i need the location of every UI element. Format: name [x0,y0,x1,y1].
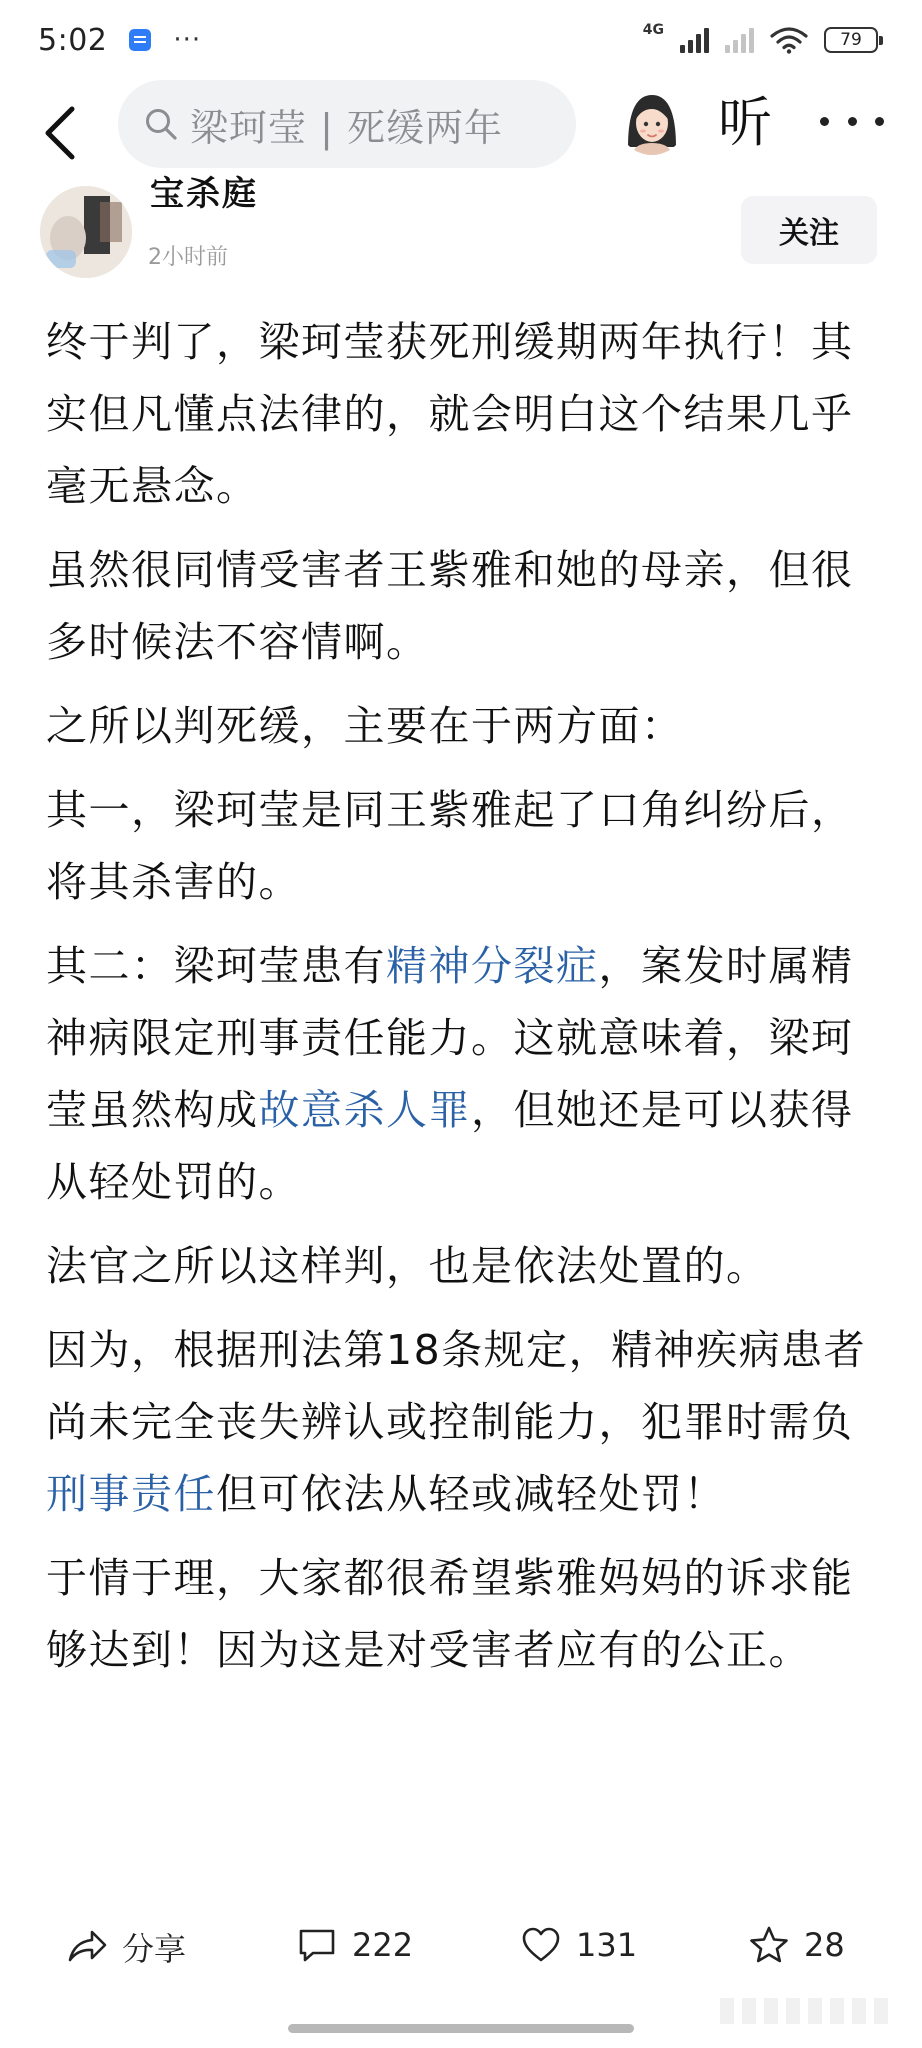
follow-button[interactable]: 关注 [741,196,877,264]
article-paragraph [46,534,876,678]
paragraph-text: 终于判了，梁珂莹获死刑缓期两年执行！其实但凡懂点法律的，就会明白这个结果几乎毫无悬念。 [46,318,854,510]
paragraph-text: 但可依法从轻或减轻处罚！ [216,1470,726,1518]
author-row [0,174,922,280]
article-paragraph [46,306,876,522]
signal-icon [680,27,709,53]
nav-bar [0,80,922,190]
status-bar [0,0,922,80]
keyword-link[interactable]: 精神分裂症 [386,942,599,990]
paragraph-text: 法官之所以这样判，也是依法处置的。 [46,1242,769,1290]
comment-button[interactable] [296,1924,413,1966]
post-time: 2小时前 [148,245,228,270]
more-dot-icon [820,117,829,126]
avatar-illustration-icon [618,87,686,155]
article-body [46,306,876,1698]
article-paragraph [46,1314,876,1530]
battery-level: 79 [840,30,862,50]
star-icon [748,1924,790,1966]
paragraph-text: 其一，梁珂莹是同王紫雅起了口角纠纷后，将其杀害的。 [46,786,854,906]
paragraph-text: 虽然很同情受害者王紫雅和她的母亲，但很多时候法不容情啊。 [46,546,854,666]
network-type: 4G [642,22,664,38]
more-dot-icon [848,117,857,126]
user-avatar[interactable] [618,87,686,155]
more-options-button[interactable] [820,86,884,156]
paragraph-text: 之所以判死缓，主要在于两方面： [46,702,684,750]
author-photo-icon [40,186,132,278]
article-paragraph [46,1542,876,1686]
keyword-link[interactable]: 故意杀人罪 [258,1086,471,1134]
author-avatar[interactable] [40,186,132,278]
paragraph-text: 其二：梁珂莹患有 [46,942,386,990]
notification-app-icon [129,29,151,51]
article-paragraph [46,690,876,762]
signal-secondary-icon [725,27,754,53]
comment-icon [296,1924,338,1966]
author-name[interactable]: 宝杀庭 [150,174,258,214]
keyword-link[interactable]: 刑事责任 [46,1470,216,1518]
comment-count: 222 [352,1926,414,1964]
status-time: 5:02 [38,22,108,58]
article-paragraph [46,1230,876,1302]
share-icon [66,1926,108,1968]
favorite-button[interactable] [748,1924,845,1966]
action-bar [0,1910,922,2000]
battery-icon [824,27,878,53]
status-left [38,23,201,58]
chevron-left-icon [42,105,78,161]
wifi-icon [770,26,808,54]
favorite-count: 28 [804,1926,845,1964]
article-paragraph [46,930,876,1218]
more-dot-icon [875,117,884,126]
search-icon [144,107,178,141]
like-button[interactable] [520,1924,637,1966]
paragraph-text: 于情于理，大家都很希望紫雅妈妈的诉求能够达到！因为这是对受害者应有的公正。 [46,1554,854,1674]
paragraph-text: 因为，根据刑法第18条规定，精神疾病患者尚未完全丧失辨认或控制能力，犯罪时需负 [46,1326,867,1446]
paragraph-text: ，案发时属精神病限定刑事责任能力。这就意味着，梁珂莹虽然构成 [46,942,854,1134]
share-button[interactable] [66,1924,186,1970]
search-input[interactable] [118,80,576,168]
back-button[interactable] [30,98,90,168]
heart-icon [520,1924,562,1966]
status-more-dots: ··· [173,25,202,55]
paragraph-text: ，但她还是可以获得从轻处罚的。 [46,1086,854,1206]
share-label: 分享 [122,1930,187,1968]
watermark [720,1998,890,2024]
status-right [642,22,878,54]
article-paragraph [46,774,876,918]
search-query: 梁珂莹 | 死缓两年 [190,105,503,150]
listen-button[interactable]: 听 [718,91,772,154]
home-indicator[interactable] [288,2024,634,2033]
like-count: 131 [576,1926,638,1964]
